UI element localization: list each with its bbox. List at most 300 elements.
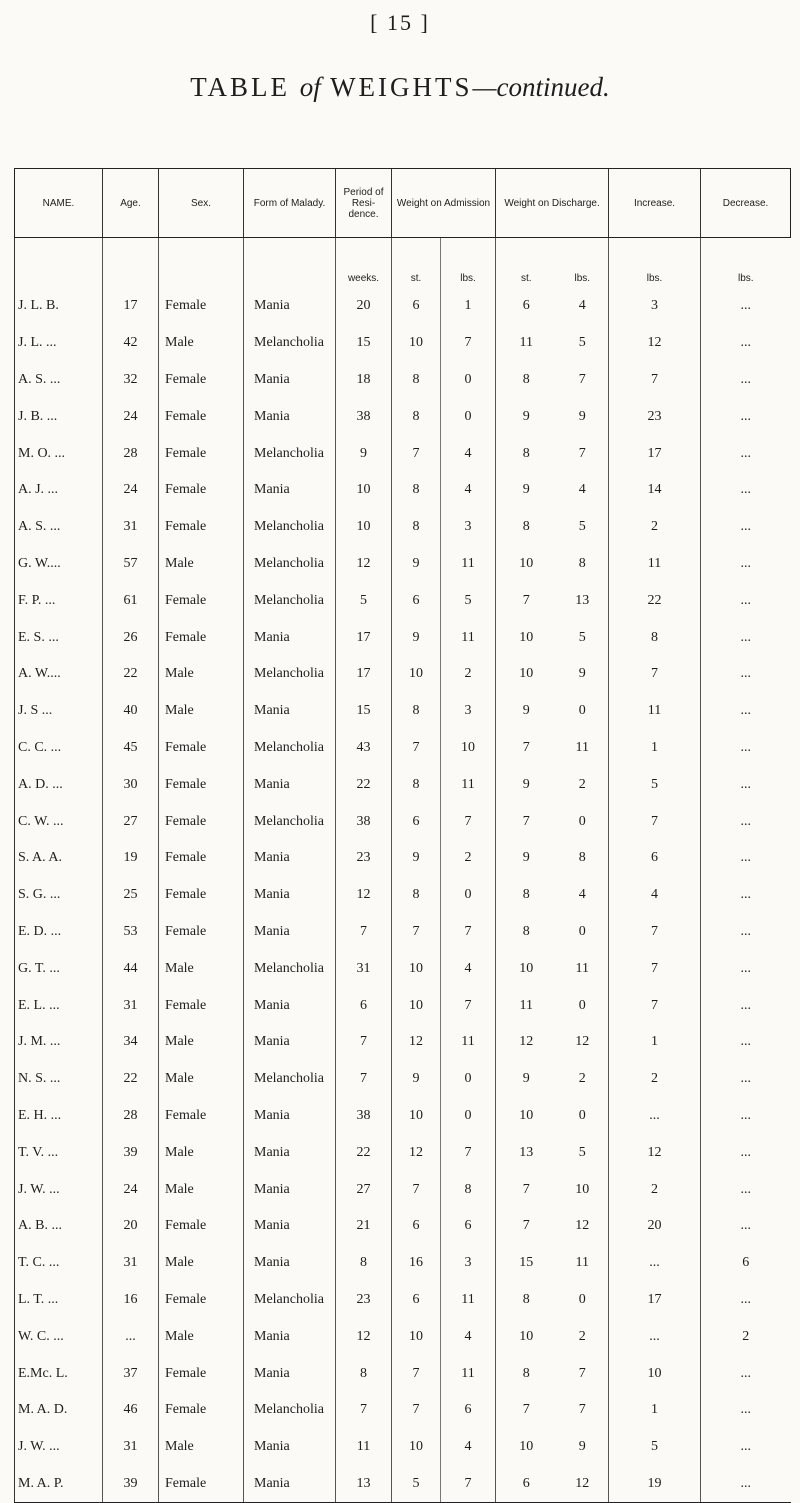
cell-increase: 17 [609, 435, 701, 472]
cell-name: L. T. ... [15, 1282, 103, 1319]
cell-period: 8 [336, 1355, 392, 1392]
cell-increase: 11 [609, 693, 701, 730]
cell-increase: 3 [609, 288, 701, 325]
cell-admission-lbs: 7 [464, 997, 472, 1013]
cell-age: 40 [103, 693, 159, 730]
cell-malady: Mania [244, 1208, 336, 1245]
unit-weeks: weeks. [336, 238, 392, 289]
cell-admission-lbs: 7 [441, 1466, 496, 1503]
unit-dis-st: st. [496, 238, 557, 289]
cell-sex: Female [159, 619, 244, 656]
cell-discharge-lbs: 5 [578, 335, 586, 351]
cell-increase: 12 [609, 325, 701, 362]
cell-period: 22 [336, 1134, 392, 1171]
cell-name: E.Mc. L. [15, 1355, 103, 1392]
cell-discharge-lbs: 13 [575, 592, 590, 608]
header-row [15, 169, 791, 238]
table-row [15, 1392, 791, 1429]
cell-discharge-lbs: 9 [578, 408, 586, 424]
cell-decrease: ... [701, 766, 791, 803]
cell-age: 27 [103, 803, 159, 840]
cell-period: 31 [336, 950, 392, 987]
cell-name: N. S. ... [15, 1061, 103, 1098]
cell-name: A. D. ... [15, 766, 103, 803]
table-row [15, 1282, 791, 1319]
cell-name: A. B. ... [15, 1208, 103, 1245]
cell-name: J. M. ... [15, 1024, 103, 1061]
cell-decrease: ... [701, 546, 791, 583]
cell-malady: Mania [244, 1429, 336, 1466]
cell-malady: Melancholia [244, 803, 336, 840]
cell-admission-st: 7 [392, 435, 441, 472]
cell-decrease: ... [701, 803, 791, 840]
cell-age: 57 [103, 546, 159, 583]
cell-sex: Female [159, 509, 244, 546]
cell-age: 28 [103, 1098, 159, 1135]
cell-discharge-lbs: 2 [578, 776, 586, 792]
unit-dis-lbs: lbs. [574, 273, 591, 284]
cell-discharge-st: 15 [496, 1245, 557, 1282]
cell-malady: Melancholia [244, 325, 336, 362]
cell-admission-st: 5 [392, 1466, 441, 1503]
cell-discharge-lbs: 8 [578, 850, 586, 866]
cell-sex: Female [159, 803, 244, 840]
header-period-of-residence: Period of Resi-dence. [336, 169, 392, 238]
title-continued: —continued. [472, 72, 610, 102]
cell-increase: 1 [609, 1024, 701, 1061]
cell-age: 45 [103, 730, 159, 767]
cell-sex: Female [159, 730, 244, 767]
cell-malady: Melancholia [244, 582, 336, 619]
cell-increase: 1 [609, 730, 701, 767]
cell-admission-lbs: 4 [464, 445, 472, 461]
cell-sex: Female [159, 582, 244, 619]
cell-increase: 17 [609, 1282, 701, 1319]
cell-discharge-st: 7 [496, 1208, 557, 1245]
cell-name: W. C. ... [15, 1318, 103, 1355]
cell-admission-lbs: 6 [464, 1218, 472, 1234]
cell-sex: Male [159, 1171, 244, 1208]
cell-admission-lbs: 11 [461, 776, 475, 792]
cell-period: 18 [336, 362, 392, 399]
cell-malady: Melancholia [244, 950, 336, 987]
cell-admission-lbs: 11 [461, 1034, 475, 1050]
cell-admission-st: 6 [392, 1208, 441, 1245]
cell-decrease: ... [701, 1429, 791, 1466]
cell-age: 39 [103, 1466, 159, 1503]
cell-discharge-st: 10 [496, 656, 557, 693]
cell-malady: Mania [244, 1171, 336, 1208]
cell-name: E. D. ... [15, 914, 103, 951]
cell-malady: Melancholia [244, 1061, 336, 1098]
cell-admission-st: 10 [392, 1098, 441, 1135]
cell-name: T. C. ... [15, 1245, 103, 1282]
cell-admission-lbs: 2 [464, 850, 472, 866]
cell-admission-st: 9 [392, 546, 441, 583]
cell-age: ... [103, 1318, 159, 1355]
cell-discharge-lbs: 7 [578, 1365, 586, 1381]
cell-discharge-st: 9 [496, 766, 557, 803]
cell-increase: 7 [609, 914, 701, 951]
cell-malady: Mania [244, 472, 336, 509]
cell-decrease: ... [701, 1061, 791, 1098]
cell-sex: Male [159, 656, 244, 693]
cell-admission-lbs: 4 [464, 960, 472, 976]
cell-admission-lbs: 4 [464, 1439, 472, 1455]
cell-period: 38 [336, 803, 392, 840]
cell-increase: 20 [609, 1208, 701, 1245]
cell-decrease: ... [701, 1134, 791, 1171]
table-row [15, 362, 791, 399]
cell-malady: Mania [244, 693, 336, 730]
cell-admission-st: 10 [392, 656, 441, 693]
cell-discharge-lbs: 0 [578, 997, 586, 1013]
cell-admission-st: 7 [392, 730, 441, 767]
cell-admission-st: 6 [392, 1282, 441, 1319]
cell-discharge-st: 10 [496, 1318, 557, 1355]
cell-discharge-lbs: 12 [575, 1218, 590, 1234]
cell-decrease: ... [701, 987, 791, 1024]
cell-malady: Melancholia [244, 435, 336, 472]
cell-malady: Melancholia [244, 1392, 336, 1429]
cell-decrease: ... [701, 472, 791, 509]
cell-period: 8 [336, 1245, 392, 1282]
table-row [15, 693, 791, 730]
cell-admission-lbs: 0 [464, 371, 472, 387]
cell-admission-lbs: 11 [461, 1291, 475, 1307]
cell-discharge-st: 8 [496, 362, 557, 399]
cell-admission-lbs: 2 [464, 666, 472, 682]
cell-discharge-st: 11 [496, 325, 557, 362]
cell-increase: 2 [609, 1061, 701, 1098]
cell-period: 23 [336, 840, 392, 877]
cell-decrease: 2 [701, 1318, 791, 1355]
cell-period: 10 [336, 472, 392, 509]
cell-malady: Mania [244, 288, 336, 325]
cell-discharge-st: 8 [496, 877, 557, 914]
cell-name: J. W. ... [15, 1171, 103, 1208]
cell-decrease: ... [701, 1282, 791, 1319]
table-row [15, 619, 791, 656]
cell-name: M. A. D. [15, 1392, 103, 1429]
table-row [15, 1061, 791, 1098]
table-row [15, 877, 791, 914]
table-row [15, 1466, 791, 1503]
cell-discharge-st: 9 [496, 1061, 557, 1098]
cell-increase: 4 [609, 877, 701, 914]
cell-decrease: ... [701, 509, 791, 546]
cell-admission-lbs: 4 [464, 482, 472, 498]
table-row [15, 1318, 791, 1355]
cell-admission-st: 9 [392, 619, 441, 656]
page-number: [ 15 ] [370, 10, 430, 35]
cell-name: S. G. ... [15, 877, 103, 914]
cell-sex: Female [159, 766, 244, 803]
cell-admission-st: 6 [392, 582, 441, 619]
cell-malady: Mania [244, 1355, 336, 1392]
cell-discharge-st: 10 [496, 1429, 557, 1466]
cell-age: 46 [103, 1392, 159, 1429]
unit-adm-lbs: lbs. [460, 273, 476, 284]
cell-period: 15 [336, 693, 392, 730]
cell-decrease: ... [701, 693, 791, 730]
header-form-of-malady: Form of Malady. [244, 169, 336, 238]
cell-age: 31 [103, 1429, 159, 1466]
cell-decrease: ... [701, 914, 791, 951]
cell-decrease: ... [701, 435, 791, 472]
cell-discharge-lbs: 0 [578, 1291, 586, 1307]
cell-decrease: ... [701, 398, 791, 435]
weights-table [14, 168, 791, 1503]
table-row [15, 803, 791, 840]
cell-admission-st: 7 [392, 1392, 441, 1429]
cell-discharge-st: 8 [496, 914, 557, 951]
cell-sex: Male [159, 1245, 244, 1282]
cell-name: E. S. ... [15, 619, 103, 656]
cell-age: 26 [103, 619, 159, 656]
table-row [15, 398, 791, 435]
cell-admission-lbs: 11 [461, 1365, 475, 1381]
table-row [15, 288, 791, 325]
cell-period: 5 [336, 582, 392, 619]
cell-admission-st: 6 [392, 288, 441, 325]
cell-discharge-st: 9 [496, 398, 557, 435]
cell-sex: Male [159, 1429, 244, 1466]
cell-sex: Female [159, 435, 244, 472]
table-row [15, 1171, 791, 1208]
cell-name: E. L. ... [15, 987, 103, 1024]
cell-increase: 7 [609, 950, 701, 987]
cell-discharge-st: 8 [496, 1355, 557, 1392]
cell-period: 6 [336, 987, 392, 1024]
cell-malady: Mania [244, 1466, 336, 1503]
cell-age: 25 [103, 877, 159, 914]
cell-increase: 2 [609, 509, 701, 546]
units-row [15, 238, 791, 289]
cell-sex: Female [159, 1355, 244, 1392]
cell-period: 7 [336, 1061, 392, 1098]
cell-admission-lbs: 7 [464, 923, 472, 939]
cell-name: C. C. ... [15, 730, 103, 767]
cell-admission-lbs: 8 [464, 1181, 472, 1197]
cell-increase: 6 [609, 840, 701, 877]
cell-admission-lbs: 7 [464, 1144, 472, 1160]
cell-admission-st: 8 [392, 509, 441, 546]
cell-discharge-lbs: 5 [578, 629, 586, 645]
cell-discharge-lbs: 0 [578, 1107, 586, 1123]
table-row [15, 1098, 791, 1135]
cell-name: G. T. ... [15, 950, 103, 987]
cell-admission-lbs: 11 [461, 629, 475, 645]
cell-decrease: ... [701, 1208, 791, 1245]
table-row [15, 1208, 791, 1245]
cell-discharge-st: 10 [496, 546, 557, 583]
cell-admission-st: 7 [392, 1171, 441, 1208]
cell-period: 7 [336, 914, 392, 951]
cell-period: 12 [336, 546, 392, 583]
cell-increase: 11 [609, 546, 701, 583]
cell-discharge-st: 7 [496, 730, 557, 767]
cell-admission-st: 8 [392, 693, 441, 730]
unit-decrease: lbs. [701, 238, 791, 289]
cell-age: 34 [103, 1024, 159, 1061]
cell-sex: Female [159, 1098, 244, 1135]
cell-period: 11 [336, 1429, 392, 1466]
cell-sex: Male [159, 950, 244, 987]
cell-malady: Mania [244, 619, 336, 656]
cell-name: S. A. A. [15, 840, 103, 877]
cell-period: 7 [336, 1024, 392, 1061]
cell-sex: Female [159, 914, 244, 951]
cell-age: 31 [103, 509, 159, 546]
cell-discharge-lbs: 0 [578, 923, 586, 939]
cell-sex: Female [159, 288, 244, 325]
cell-decrease: ... [701, 1392, 791, 1429]
unit-adm-st: st. [392, 238, 441, 289]
cell-increase: 14 [609, 472, 701, 509]
cell-name: T. V. ... [15, 1134, 103, 1171]
cell-period: 13 [336, 1466, 392, 1503]
cell-increase: 7 [609, 987, 701, 1024]
cell-period: 12 [336, 1318, 392, 1355]
cell-admission-st: 8 [392, 766, 441, 803]
cell-period: 17 [336, 656, 392, 693]
cell-discharge-lbs: 10 [575, 1181, 590, 1197]
cell-period: 38 [336, 1098, 392, 1135]
cell-name: J. L. ... [15, 325, 103, 362]
cell-admission-st: 8 [392, 362, 441, 399]
cell-sex: Male [159, 546, 244, 583]
cell-age: 19 [103, 840, 159, 877]
cell-name: J. S ... [15, 693, 103, 730]
cell-increase: 7 [609, 362, 701, 399]
cell-admission-lbs: 4 [464, 1328, 472, 1344]
cell-admission-st: 8 [392, 877, 441, 914]
table-row [15, 1429, 791, 1466]
table-row [15, 1024, 791, 1061]
cell-period: 23 [336, 1282, 392, 1319]
cell-age: 37 [103, 1355, 159, 1392]
cell-sex: Female [159, 398, 244, 435]
table-row [15, 914, 791, 951]
header-increase: Increase. [609, 169, 701, 238]
cell-age: 42 [103, 325, 159, 362]
cell-increase: ... [609, 1098, 701, 1135]
cell-admission-st: 10 [392, 1318, 441, 1355]
cell-decrease: ... [701, 1355, 791, 1392]
cell-decrease: ... [701, 288, 791, 325]
cell-sex: Female [159, 362, 244, 399]
cell-period: 10 [336, 509, 392, 546]
cell-sex: Male [159, 1134, 244, 1171]
title-weights: WEIGHTS [330, 72, 473, 102]
cell-name: M. O. ... [15, 435, 103, 472]
cell-name: A. J. ... [15, 472, 103, 509]
table-body [15, 238, 791, 1503]
cell-decrease: ... [701, 950, 791, 987]
cell-malady: Mania [244, 840, 336, 877]
cell-age: 44 [103, 950, 159, 987]
cell-age: 31 [103, 1245, 159, 1282]
cell-increase: 23 [609, 398, 701, 435]
cell-admission-lbs: 0 [464, 1107, 472, 1123]
cell-admission-st: 10 [392, 987, 441, 1024]
cell-increase: 22 [609, 582, 701, 619]
cell-period: 43 [336, 730, 392, 767]
cell-admission-st: 8 [392, 398, 441, 435]
cell-increase: ... [609, 1245, 701, 1282]
cell-admission-st: 8 [392, 472, 441, 509]
cell-decrease: ... [701, 1024, 791, 1061]
cell-discharge-st: 9 [496, 472, 557, 509]
cell-discharge-lbs: 4 [578, 887, 586, 903]
table-row [15, 472, 791, 509]
title-table: TABLE [190, 72, 291, 102]
cell-malady: Mania [244, 362, 336, 399]
cell-sex: Male [159, 1318, 244, 1355]
cell-age: 61 [103, 582, 159, 619]
cell-discharge-st: 6 [496, 1466, 557, 1503]
cell-admission-lbs: 1 [464, 298, 472, 314]
cell-malady: Mania [244, 1134, 336, 1171]
cell-discharge-lbs: 8 [578, 555, 586, 571]
cell-admission-lbs: 5 [464, 592, 472, 608]
cell-period: 7 [336, 1392, 392, 1429]
cell-decrease: ... [701, 1098, 791, 1135]
cell-malady: Mania [244, 877, 336, 914]
cell-period: 21 [336, 1208, 392, 1245]
cell-admission-st: 9 [392, 1061, 441, 1098]
cell-increase: 8 [609, 619, 701, 656]
table-row [15, 987, 791, 1024]
cell-admission-lbs: 11 [461, 555, 475, 571]
cell-increase: ... [609, 1318, 701, 1355]
cell-malady: Melancholia [244, 656, 336, 693]
cell-discharge-lbs: 11 [575, 739, 590, 755]
cell-discharge-st: 12 [496, 1024, 557, 1061]
cell-decrease: ... [701, 582, 791, 619]
cell-name: A. S. ... [15, 509, 103, 546]
cell-malady: Mania [244, 1098, 336, 1135]
cell-age: 31 [103, 987, 159, 1024]
cell-discharge-lbs: 7 [578, 1402, 586, 1418]
cell-discharge-st: 9 [496, 840, 557, 877]
cell-discharge-lbs: 4 [578, 482, 586, 498]
table-row [15, 435, 791, 472]
cell-admission-lbs: 3 [464, 1255, 472, 1271]
cell-period: 22 [336, 766, 392, 803]
cell-age: 20 [103, 1208, 159, 1245]
cell-increase: 1 [609, 1392, 701, 1429]
cell-discharge-lbs: 9 [578, 666, 586, 682]
cell-period: 9 [336, 435, 392, 472]
cell-admission-st: 10 [392, 325, 441, 362]
cell-discharge-lbs: 11 [575, 960, 590, 976]
cell-name: F. P. ... [15, 582, 103, 619]
cell-decrease: ... [701, 877, 791, 914]
cell-period: 17 [336, 619, 392, 656]
cell-admission-st: 7 [392, 1355, 441, 1392]
table-row [15, 509, 791, 546]
cell-sex: Male [159, 1024, 244, 1061]
cell-discharge-lbs: 9 [578, 1439, 586, 1455]
cell-sex: Male [159, 1061, 244, 1098]
cell-decrease: ... [701, 619, 791, 656]
cell-decrease: ... [701, 362, 791, 399]
cell-age: 22 [103, 1061, 159, 1098]
header-age: Age. [103, 169, 159, 238]
cell-increase: 19 [609, 1466, 701, 1503]
